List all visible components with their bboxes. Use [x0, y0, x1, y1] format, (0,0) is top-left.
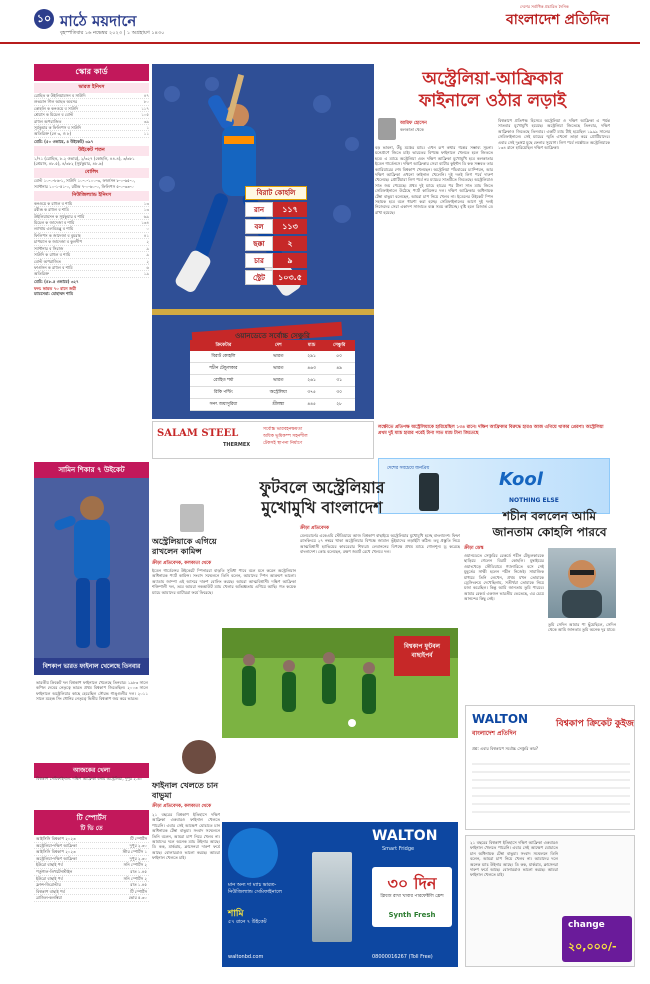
batter-name: মিচেল ক জাদেজা ব শামি	[34, 220, 75, 226]
cummins-headline: অস্ট্রেলিয়াকে এগিয়ে রাখলেন কামিন্স	[152, 536, 217, 556]
cummins-byline: ক্রীড়া প্রতিবেদক, কলকাতা থেকে	[152, 561, 212, 566]
sachin-photo	[548, 548, 616, 618]
tv-row	[34, 882, 149, 889]
fridge-image	[312, 852, 352, 942]
page-margin	[640, 0, 650, 984]
batter-score: ১৯	[143, 271, 149, 277]
walton-quiz-paper: বাংলাদেশ প্রতিদিন	[472, 730, 517, 737]
main-headline	[375, 68, 610, 112]
odi-cell: ৩৭৫	[300, 387, 324, 399]
stat-label: ছক্কা	[245, 236, 273, 251]
tv-program: ফ্রান্স-জিব্রাল্টার	[36, 882, 61, 888]
odi-cell: ভারত	[257, 375, 300, 387]
football-headline-line2: মুখোমুখি বাংলাদেশ	[261, 498, 383, 517]
stat-label: বল	[245, 219, 273, 234]
batter-score: ১৩	[143, 200, 149, 206]
batter-name: শ্রেয়াস ক মিচেল ব বোল্ট	[34, 112, 74, 118]
salam-point: অধিক ভূমিকম্প সহনশীল	[263, 434, 308, 439]
batter-score: ১১	[143, 131, 149, 137]
india-final-body: ভারতীয় ক্রিকেট দল বিশ্বকাপ ফাইনালে খেলেছে তিনবার। ১৯৮৩ সালে কপিল দেবের নেতৃত্বে ভারত প্রথম বিশ্বকাপ জিতেছিল। ২০০৩ সালে ফাইনালে অস্ট্রেলিয়ার কাছে হেরেছিল সৌরভ গাঙ্গুলীর দল। ২০১১ সালে মহেন্দ্র সিং ধোনির নেতৃত্বে দ্বিতীয় বিশ্বকাপ জয় করে ভারত।	[36, 680, 148, 702]
batter-score: ১০৫	[141, 112, 149, 118]
batter-score: ১৩	[143, 207, 149, 213]
tv-program: বিশ্বকাপ বাছাই পর্ব	[36, 888, 65, 894]
salam-steel-ad	[152, 421, 374, 459]
stat-row	[245, 202, 307, 217]
tv-row	[34, 849, 149, 856]
shami-box	[34, 462, 149, 672]
change-box	[562, 916, 632, 962]
odi-row	[190, 399, 355, 411]
stat-title: বিরাট কোহলি	[245, 186, 307, 200]
offer-box	[372, 867, 452, 927]
odi-cell: ২৬১	[300, 375, 324, 387]
bavuma-body: ২১ বছরের বিশ্বকাপ ইতিহাসে দক্ষিণ আফ্রিকা একবারও ফাইনাল খেলতে পারেনি। এবার সেই আক্ষেপ ঘোচাতে চান অধিনায়ক টেম্বা বাভুমা। সংবাদ সম্মেলনে তিনি বলেন, আমরা চাপ নিয়ে খেলব না। আমাদের দলে অনেক ম্যাচ উইনার আছে। ডি কক, মার্করাম, ক্লাসেনরা দারুণ ফর্মে আছে। বোলাররাও ভালো করছে। আমরা ফাইনাল খেলতে চাই।	[152, 812, 220, 861]
stat-row	[245, 236, 307, 251]
newspaper-logo: বাংলাদেশ প্রতিদিন	[506, 12, 610, 28]
author-location: কলকাতা থেকে	[400, 127, 424, 132]
odi-cell: ৩১	[323, 375, 355, 387]
batter-score: ৯	[146, 252, 149, 258]
match-result: ফল: ভারত ৭০ রানে জয়ী	[34, 285, 77, 291]
stat-value: ১১৩	[273, 219, 307, 234]
odi-cell: রোহিত শর্মা	[190, 375, 257, 387]
page-number: ১০	[34, 9, 54, 29]
odi-cell: ৫০	[323, 351, 355, 363]
tv-program: ইউরো বাছাই পর্ব	[36, 875, 63, 881]
odi-header: ক্রিকেটার	[190, 340, 257, 351]
tv-channel: সনি স্পোর্টস ২	[123, 875, 147, 881]
salam-point: টেকসই স্থাপনা নির্মাণে	[263, 441, 303, 446]
salam-point: সর্বোচ্চ ভারবহনক্ষমতা	[263, 427, 303, 432]
author-name: আরিফ হোসেন	[400, 121, 427, 126]
change-amount: ২০,০০০/-	[568, 940, 617, 953]
football-team-photo	[222, 628, 458, 738]
tv-program: ইউরো বাছাই পর্ব	[36, 862, 63, 868]
stat-value: ১০৩.৫	[273, 270, 307, 285]
batter-score: ৮০	[143, 99, 149, 105]
score-row	[34, 131, 149, 137]
cummins-photo	[180, 504, 204, 532]
batter-score: ৪১	[143, 232, 149, 238]
fow1-text: ১/৭১ (রোহিত, ৮.২ ওভার), ২/৩২৭ (কোহলি, ৪৪.৪), ৩/৩৮১ (শ্রেয়াস, ৪৮.৫), ৪/৩৮২ (সূর্যকুমার, ৪৮.৬)	[34, 156, 135, 167]
batter-name: ল্যাথাম এলবিডব্লু ব শামি	[34, 226, 74, 232]
football-headline-line1: ফুটবলে অস্ট্রেলিয়ার	[259, 478, 385, 497]
tv-channel: টি স্পোর্টস	[130, 836, 147, 841]
batter-name: অতিরিক্ত	[34, 271, 49, 277]
kool-bottle	[419, 473, 439, 511]
stat-value: ১১৭	[273, 202, 307, 217]
tv-guide	[34, 822, 149, 902]
batter-name: অতিরিক্ত (লে ৩, ও ৮)	[34, 131, 72, 137]
tv-channel: ভোর ৫.৩০	[128, 895, 147, 901]
shami-ad-photo	[228, 828, 278, 878]
odi-cell: বিরাট কোহলি	[190, 351, 257, 363]
football-badge: বিশ্বকাপ ফুটবল বাছাইপর্ব	[394, 636, 450, 676]
walton-quiz-question: প্রশ্ন: এবার বিশ্বকাপে সর্বোচ্চ সেঞ্চুরি কার?	[472, 746, 539, 751]
innings1-rows	[34, 93, 149, 138]
odi-cell: ভারত	[257, 363, 300, 375]
odi-cell: ৩০	[323, 387, 355, 399]
quiz-form-lines	[472, 758, 630, 823]
sachin-portrait	[548, 548, 616, 618]
batter-name: কনওয়ে ক রাহুল ব শামি	[34, 200, 72, 206]
batter-name: রোহিত ক উইলিয়ামসন ব সাউদি	[34, 93, 86, 98]
odi-row	[190, 375, 355, 387]
bavuma-headline: ফাইনাল খেলতে চান বাভুমা	[152, 780, 219, 800]
tv-guide-sub: টি ভি তে	[34, 822, 149, 835]
batter-score: ৬৯	[143, 213, 149, 219]
section-title: মাঠে ময়দানে	[60, 12, 137, 30]
batter-name: ফার্গুসন ক রাহুল ব শামি	[34, 264, 73, 270]
walton-fridge-sub: Smart Fridge	[382, 846, 415, 852]
walton-fridge-tagline: মান অন্য দা ম্যাচ ভারত-নিউজিল্যান্ড সেমিফাইনালে	[228, 882, 282, 895]
stat-label: চার	[245, 253, 273, 268]
walton-fridge-offer: ৩০ দিন	[387, 874, 437, 893]
tv-row	[34, 843, 149, 850]
kohli-stats	[245, 186, 307, 285]
odi-cell: ২৯১	[300, 351, 324, 363]
tv-program: অস্ট্রেলিয়া-দক্ষিণ আফ্রিকা	[36, 855, 77, 861]
tv-channel: দুপুর ২.৩০	[129, 855, 147, 861]
odi-cell: অস্ট্রেলিয়া	[257, 387, 300, 399]
batter-name: ফিলিপস ক জাদেজা ব বুমরাহ	[34, 232, 81, 238]
batter-score: ৯	[146, 245, 149, 251]
sachin-byline: ক্রীড়া ডেস্ক	[464, 546, 484, 551]
kool-tag-bn: দেশের সবচেয়ে জনপ্রিয়	[387, 466, 430, 471]
walton-fridge-wickets: ৫৭ রানে ৭ উইকেট	[228, 919, 267, 925]
logo-tagline: দেশের সর্বাধিক প্রচারিত দৈনিক	[520, 4, 569, 9]
walton-fridge-ad	[222, 822, 458, 967]
change-brand: change	[568, 920, 605, 930]
walton-quiz-ad	[465, 705, 635, 830]
bavuma-photo	[182, 740, 216, 774]
tv-channel: সনি স্পোর্টস ২	[123, 862, 147, 868]
main-story-highlight: লক্ষ্ণৌতে প্রতিপক্ষ অস্ট্রেলিয়াকে হারিয়েছিল ১৩৪ রানে। দক্ষিণ আফ্রিকার বিরুদ্ধে হারও আজ এগিয়ে থাকার প্রেরণা। অস্ট্রেলিয়া প্রথম দুই ম্যাচ হারার পরেই টানা সাত ম্যাচ টানা জিতেছে	[378, 425, 604, 436]
main-story-body-2: বিশ্বকাপে প্রতিপক্ষ হিসেবে অস্ট্রেলিয়া ও দক্ষিণ আফ্রিকা এ পর্যন্ত সাতবার মুখোমুখি হয়েছে। অস্ট্রেলিয়া জিতেছে তিনবার, দক্ষিণ আফ্রিকাও জিতেছে তিনবার। একটি ম্যাচ টাই হয়েছিল ১৯৯৯ সালের সেমিফাইনালে। সেই ম্যাচের স্মৃতি এখনো তাড়া করে প্রোটিয়াদের। এবার সেই দুঃস্বপ্ন মুছে ফেলার সুযোগ। লিগ পর্বে লক্ষ্ণৌতে অস্ট্রেলিয়াকে ১৩৪ রানে হারিয়েছিল দক্ষিণ আফ্রিকা।	[498, 118, 610, 151]
batter-name: রাহুল অপরাজিত	[34, 118, 62, 124]
batter-score: ৩৯	[143, 118, 149, 124]
odi-century-title: ওয়ানডেতে সর্বোচ্চ সেঞ্চুরি	[235, 332, 310, 340]
fow1-title: উইকেট পতন	[34, 146, 149, 156]
odi-cell: ভারত	[257, 351, 300, 363]
odi-cell: শচীন টেন্ডুলকার	[190, 363, 257, 375]
batter-score: ২	[146, 258, 149, 264]
walton-quiz-title: বিশ্বকাপ ক্রিকেট কুইজ	[556, 719, 634, 729]
page-header	[0, 0, 650, 44]
date-line: বৃহস্পতিবার ১৬ নভেম্বর ২০২৩ | ১ অগ্রহায়ণ ১৪৩০	[60, 30, 165, 36]
author-photo	[378, 118, 396, 140]
cummins-body: ইডেন গার্ডেন্সের উইকেটে স্পিনাররা বাড়তি সুবিধা পাবে বলে মনে করেন অস্ট্রেলিয়ান অধিনায়ক প্যাট কামিন্স। সংবাদ সম্মেলনে তিনি বলেন, আমাদের স্পিন আক্রমণ ভালো। অ্যাডাম জাম্পা এই আসরে দারুণ বোলিং করছে। আমরা আত্মবিশ্বাসী। দক্ষিণ আফ্রিকা শক্তিশালী দল, তবে আমরা নকআউট ম্যাচ খেলার অভিজ্ঞতায় এগিয়ে আছি। গত কয়েক ম্যাচে আমাদের ব্যাটাররা ফর্মে ফিরেছে।	[152, 568, 296, 595]
tv-channel: রাত ১.৪৫	[130, 882, 147, 888]
batter-name: সূর্যকুমার ক ফিলিপস ব সাউদি	[34, 125, 82, 131]
main-headline-line1: অস্ট্রেলিয়া-আফ্রিকার	[422, 69, 563, 89]
odi-cell: সনৎ জয়াসুরিয়া	[190, 399, 257, 411]
innings2-rows	[34, 201, 149, 278]
stat-row	[245, 253, 307, 268]
today-title: আজকের খেলা	[34, 763, 149, 778]
tv-channel: রাত ১.৪৫	[130, 868, 147, 874]
main-story-body: বড় ভাবনা, উঁচু মঞ্চের ম্যাচ। এখন রূপ কথার গল্পের সম্ভাব্য সূচনা। মনেপ্রাণে জিতে চাই। ভারতের বিপক্ষে ফাইনালে খেলতে হলে জিততে হবে। এ ম্যাচে অস্ট্রেলিয়া এবং দক্ষিণ আফ্রিকা মুখোমুখি হবে কলকাতার ইডেন গার্ডেনসে। দক্ষিণ আফ্রিকার সেরা ব্যাটার কুইন্টন ডি কক সম্ভবত তার ক্যারিয়ারের শেষ বিশ্বকাপ খেলছেন। অস্ট্রেলিয়া পাঁচবারের চ্যাম্পিয়ন, আর দক্ষিণ আফ্রিকা এখনো ফাইনাল খেলেনি। দুই দলই লিগ পর্বে দারুণ খেলেছে। প্রোটিয়ারা লিগ পর্বে নয় ম্যাচের সাতটিতে জিতেছে। অস্ট্রেলিয়াও সাত জয় পেয়েছে। প্রথম দুই ম্যাচে হারের পর টানা সাত ম্যাচ জিতে সেমিফাইনালে উঠেছে প্যাট কামিন্সের দল। দক্ষিণ আফ্রিকার অধিনায়ক টেম্বা বাভুমা বলেছেন, আমরা চাপ নিয়ে খেলব না। ইডেনের উইকেট স্পিন সহায়ক হবে বলে ধারণা করা হচ্ছে। সেমিফাইনালের আগে দুই দলই নিজেদের সেরা একাদশ সাজাতে ব্যস্ত সময় কাটাচ্ছে। বৃষ্টি হলে রিজার্ভ ডে রাখা হয়েছে।	[375, 145, 493, 215]
stat-label: স্ট্রেট	[245, 270, 273, 285]
innings2-title: নিউজিল্যান্ড ইনিংস	[34, 191, 149, 201]
batter-score: ২	[146, 239, 149, 245]
stat-value: ৯	[273, 253, 307, 268]
tv-channel: টি স্পোর্টস	[130, 888, 147, 894]
walton-site: waltonbd.com	[228, 954, 264, 960]
change-ad	[465, 835, 635, 967]
tv-row	[34, 876, 149, 883]
scorecard	[34, 64, 149, 296]
tv-program: পর্তুগাল-লিখটেনস্টাইন	[36, 868, 73, 874]
tv-program: আইসিসি বিশ্বকাপ ২০২৩	[36, 849, 76, 855]
tv-row	[34, 889, 149, 896]
batter-name: সাউদি ক রাহুল ব শামি	[34, 252, 71, 258]
stat-row	[245, 219, 307, 234]
tv-program: ব্রাজিল-কলম্বিয়া	[36, 895, 62, 901]
odi-row	[190, 363, 355, 375]
batter-name: শুভমান গিল আহত অবসর	[34, 99, 78, 105]
walton-fridge-brand: WALTON	[372, 828, 438, 844]
odi-century-table	[190, 340, 355, 411]
bowling1-title: বোলিং	[34, 168, 149, 178]
tv-row	[34, 856, 149, 863]
sachin-headline	[462, 508, 637, 540]
walton-fridge-person: শামি	[228, 909, 244, 919]
walton-fridge-offer-text: ফ্রিজে রাখা খাবার পারফেক্টলি ফ্রেশ	[380, 894, 444, 899]
tv-program: অস্ট্রেলিয়া-দক্ষিণ আফ্রিকা	[36, 842, 77, 848]
kool-tagline: NOTHING ELSE	[509, 497, 559, 504]
odi-cell: ৪৬৩	[300, 363, 324, 375]
batter-score: ১	[146, 125, 149, 131]
batter-name: উইলিয়ামসন ক সূর্যকুমার ব শামি	[34, 213, 85, 219]
kool-brand: Kool	[499, 469, 543, 490]
odi-header: দেশ	[257, 340, 300, 351]
tv-guide-title: টি স্পোর্টস	[34, 810, 149, 826]
football-byline: ক্রীড়া প্রতিবেদক	[300, 526, 329, 531]
sachin-headline-line1: শচীন বললেন আমি	[502, 509, 597, 523]
score-row	[34, 271, 149, 277]
odi-cell: ৪৯	[323, 363, 355, 375]
salam-points	[263, 426, 308, 447]
sachin-quote: তুমি সেদিন আমার পা ছুঁয়েছিলে, সেদিন থেকে আমি জানতাম তুমি অনেক দূর যাবে।	[548, 622, 616, 633]
stat-label: রান	[245, 202, 273, 217]
batter-name: রবীন্দ্র ক রাহুল ব শামি	[34, 207, 69, 213]
odi-row	[190, 387, 355, 399]
walton-hotline: 08000016267 (Toll Free)	[372, 954, 433, 960]
today-text: বিশ্বকাপ সেমিফাইনাল: দক্ষিণ আফ্রিকা বনাম অস্ট্রেলিয়া, দুপুর ২.৩০	[36, 776, 143, 781]
tv-channel: দুপুর ২.৩০	[129, 842, 147, 848]
odi-row	[190, 351, 355, 363]
sachin-body: ওয়ানডেতে সেঞ্চুরির রেকর্ডে শচীন টেন্ডুলকারকে ছাড়িয়ে গেলেন বিরাট কোহলি। মুম্বাইয়ের ওয়াংখেড়ে স্টেডিয়ামে গ্যালারিতে বসে সেই মুহূর্তের সাক্ষী হলেন শচীন নিজেই। সামাজিক মাধ্যমে তিনি লেখেন, প্রথম যখন তোমাকে ড্রেসিংরুমে দেখেছিলাম, সতীর্থরা তোমাকে নিয়ে মজা করেছিল। কিন্তু আমি জানতাম তুমি পারবে। আমার রেকর্ড একজন ভারতীয় ভেঙেছে, এর চেয়ে আনন্দের কিছু নেই।	[464, 553, 544, 602]
innings1-total: মোট: (৫০ ওভারে, ৪ উইকেট) ৩৯৭	[34, 138, 94, 144]
bowling1-text: বোল্ট ১০-০-৮৬-১, সাউদি ১০-০-১০০-৩, ফার্গুসন ৮-০-৬৫-০, স্যান্টনার ১০-১-৫১-০, রবীন্দ্র ৭-০-৬০-০, ফিলিপস ৫-০-৩৩-০	[34, 178, 136, 189]
thermex-label: THERMEX	[223, 442, 251, 448]
bavuma-byline: ক্রীড়া প্রতিবেদক, কলকাতা থেকে	[152, 804, 212, 809]
odi-cell: ৪৪৫	[300, 399, 324, 411]
football-body: মেলবোর্নের একেএমি স্টেডিয়ামে আজ বিশ্বকাপ বাছাইয়ে অস্ট্রেলিয়ার মুখোমুখি হচ্ছে বাংলাদেশ। ফিফা র‌্যাংকিংয়ে ২৭ নম্বরে থাকা অস্ট্রেলিয়ার বিপক্ষে জামাল ভূঁইয়াদের লড়াইটা কঠিন। তবু প্রস্তুতি নিয়ে আত্মবিশ্বাসী হ্যাভিয়ের কাবরেরার শিষ্যরা। লেবাননের বিপক্ষে প্রথম ম্যাচে গোলশূন্য ড্র করেছে বাংলাদেশ। কোচ বলেছেন, রক্ষণ জমাট রেখে খেলবে দল।	[300, 533, 460, 555]
innings2-total: মোট: (৪৮.৫ ওভারে) ৩২৭	[34, 278, 79, 284]
tv-program: আইসিসি বিশ্বকাপ ২০২৩	[36, 836, 76, 841]
salam-brand: SALAM STEEL	[157, 428, 239, 439]
tv-row	[34, 836, 149, 843]
india-final-title: বিশকাপ ভারত ফাইনাল খেলেছে তিনবার	[34, 658, 149, 675]
odi-cell: শ্রীলঙ্কা	[257, 399, 300, 411]
batter-score: ৬	[146, 264, 149, 270]
batter-score: ৪৭	[143, 93, 149, 98]
stat-row	[245, 270, 307, 285]
batter-name: স্যান্টনার ব সিরাজ	[34, 245, 64, 251]
odi-cell: ২৮	[323, 399, 355, 411]
odi-cell: রিকি পন্টিং	[190, 387, 257, 399]
batter-name: চাপম্যান ক জাদেজা ব কুলদীপ	[34, 239, 82, 245]
main-headline-line2: ফাইনালে ওঠার লড়াই	[418, 91, 567, 111]
sachin-headline-line2: জানতাম কোহলি পারবে	[492, 525, 607, 539]
football-headline	[222, 478, 422, 518]
shami-photo	[34, 478, 149, 668]
tv-row	[34, 869, 149, 876]
batter-name: বোল্ট অপরাজিত	[34, 258, 61, 264]
batter-name: কোহলি ক কনওয়ে ব সাউদি	[34, 105, 79, 111]
contest-rules: ২১ বছরের বিশ্বকাপ ইতিহাসে দক্ষিণ আফ্রিকা একবারও ফাইনাল খেলতে পারেনি। এবার সেই আক্ষেপ ঘোচাতে চান অধিনায়ক টেম্বা বাভুমা। সংবাদ সম্মেলনে তিনি বলেন, আমরা চাপ নিয়ে খেলব না। আমাদের দলে অনেক ম্যাচ উইনার আছে। ডি কক, মার্করাম, ক্লাসেনরা দারুণ ফর্মে আছে। বোলাররাও ভালো করছে। আমরা ফাইনাল খেলতে চাই।	[470, 840, 558, 878]
shami-title: সামিন শিকার ৭ উইকেট	[34, 462, 149, 478]
tv-row	[34, 895, 149, 902]
walton-brand: WALTON	[472, 712, 529, 726]
innings1-title: ভারত ইনিংস	[34, 83, 149, 93]
walton-fridge-tech: Synth Fresh	[388, 911, 436, 919]
batter-score: ১৩৪	[141, 220, 149, 226]
tv-row	[34, 862, 149, 869]
odi-header: সেঞ্চুরি	[323, 340, 355, 351]
batter-score: ০	[146, 226, 149, 232]
scorecard-title: স্কোর কার্ড	[34, 64, 149, 81]
batter-score: ১১৭	[141, 105, 149, 111]
man-of-match: ম্যাচসেরা: মোহাম্মদ শামি	[34, 291, 73, 297]
odi-header: ম্যাচ	[300, 340, 324, 351]
stat-value: ২	[273, 236, 307, 251]
tv-channel: স্টার স্পোর্টস ১	[122, 849, 147, 855]
